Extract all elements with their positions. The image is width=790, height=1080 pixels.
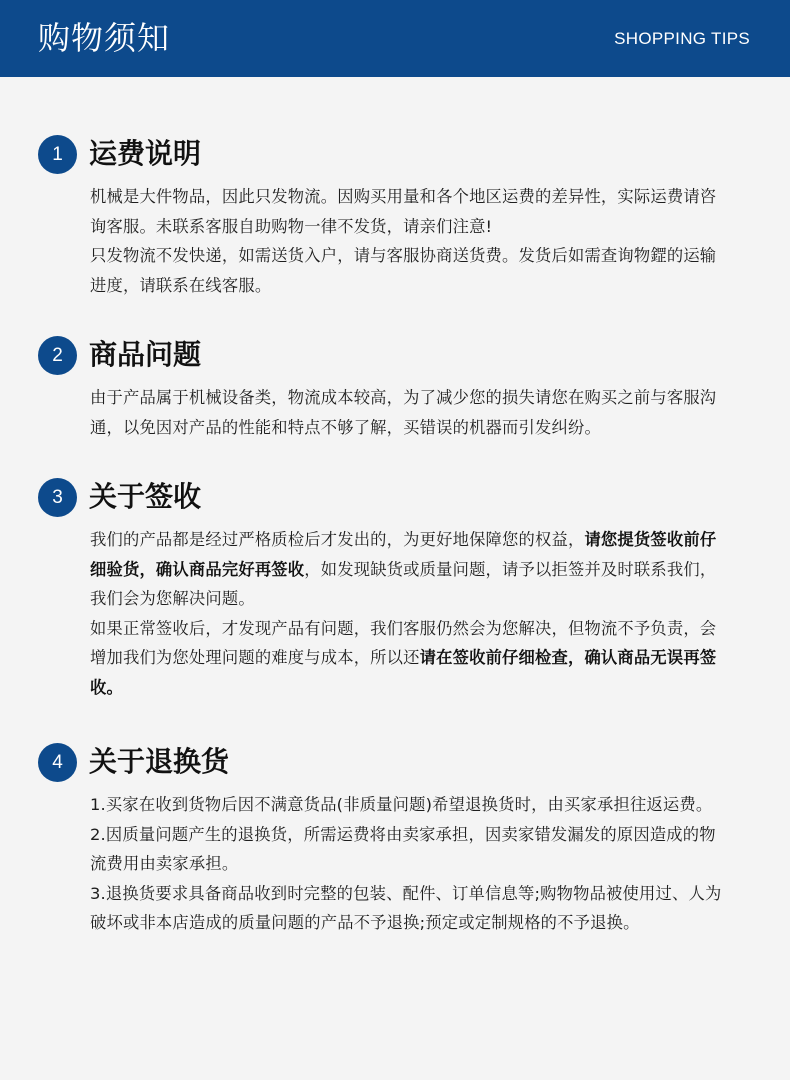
section-number-badge: 2 xyxy=(38,336,77,375)
paragraph-text: ，如发现缺货或质量问题，请予以拒签并及时联系我们，我们会为您解决问题。 xyxy=(90,559,717,608)
paragraph-text: 我们的产品都是经过严格质检后才发出的，为更好地保障您的权益， xyxy=(90,530,585,549)
section-number-badge: 3 xyxy=(38,478,77,517)
emphasis-text: 请您提货签收前仔细验货，确认商品完好再签收 xyxy=(90,530,717,579)
section-number-badge: 1 xyxy=(38,135,77,174)
section-title: 商品问题 xyxy=(89,338,202,371)
section-body xyxy=(90,383,730,442)
paragraph xyxy=(90,525,730,614)
paragraph-text: 如果正常签收后，才发现产品有问题，我们客服仍然会为您解决，但物流不予负责，会增加我们为您处理问题的难度与成本，所以还 xyxy=(90,618,717,667)
section-title: 运费说明 xyxy=(89,137,202,170)
paragraph: 机械是大件物品，因此只发物流。因购买用量和各个地区运费的差异性，实际运费请咨询客服。未联系客服自助购物一律不发货，请亲们注意! xyxy=(90,187,717,236)
paragraph: 由于产品属于机械设备类，物流成本较高，为了减少您的损失请您在购买之前与客服沟通，以免因对产品的性能和特点不够了解，买错误的机器而引发纠纷。 xyxy=(90,388,717,437)
list-item: 3.退换货要求具备商品收到时完整的包装、配件、订单信息等;购物物品被使用过、人为破坏或非本店造成的质量问题的产品不予退换;预定或定制规格的不予退换。 xyxy=(90,883,722,932)
page-subtitle: SHOPPING TIPS xyxy=(614,29,750,48)
page-header xyxy=(0,0,790,77)
list-item: 2.因质量问题产生的退换货，所需运费将由卖家承担，因卖家错发漏发的原因造成的物流费用由卖家承担。 xyxy=(90,824,716,873)
page-title: 购物须知 xyxy=(38,19,171,57)
section-body xyxy=(90,790,730,938)
section-title: 关于退换货 xyxy=(89,745,230,778)
paragraph xyxy=(90,614,730,703)
section-title: 关于签收 xyxy=(89,480,202,513)
section-number-badge: 4 xyxy=(38,743,77,782)
list-item: 1.买家在收到货物后因不满意货品(非质量问题)希望退换货时，由买家承担往返运费。 xyxy=(90,795,713,814)
section-body xyxy=(90,525,730,702)
paragraph: 只发物流不发快递，如需送货入户，请与客服协商送货费。发货后如需查询物鎠的运输进度，请联系在线客服。 xyxy=(90,246,717,295)
emphasis-text: 请在签收前仔细检查，确认商品无误再签收。 xyxy=(90,648,717,697)
section-body xyxy=(90,182,730,300)
